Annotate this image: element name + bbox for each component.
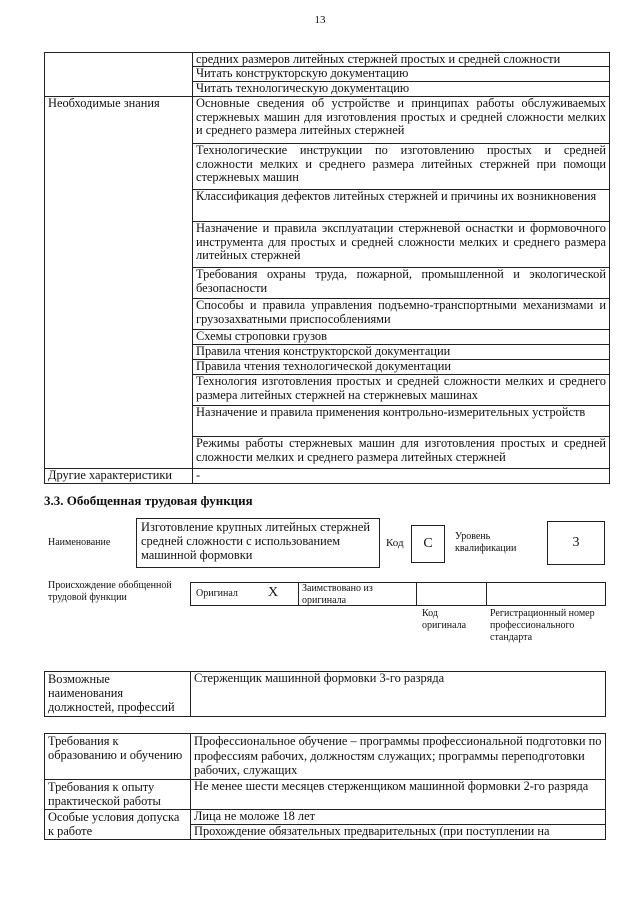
- positions-label: Возможные наименования должностей, профессий: [45, 672, 191, 717]
- education-label: Требования к образованию и обучению: [45, 734, 191, 780]
- function-name-box: Изготовление крупных литейных стержней средней сложности с использованием машинной формовки: [136, 518, 380, 568]
- positions-table: [44, 671, 606, 717]
- admission-label: Особые условия допуска к работе: [45, 810, 191, 840]
- code-label: Код: [386, 537, 404, 549]
- other-characteristics-value: -: [193, 469, 610, 484]
- skill-row: Читать технологическую документацию: [193, 82, 610, 97]
- positions-value: Стерженщик машинной формовки 3-го разряда: [191, 672, 606, 717]
- knowledge-row: Классификация дефектов литейных стержней и причины их возникновения: [193, 190, 610, 222]
- page-number: 13: [314, 14, 326, 26]
- knowledge-row: Назначение и правила эксплуатации стержневой оснастки и формовочного инструмента для простых и средней сложности мелких и среднего размера литейных стержней: [193, 222, 610, 268]
- skills-label-cell: [45, 53, 193, 97]
- other-characteristics-label: Другие характеристики: [45, 469, 193, 484]
- original-mark: X: [268, 585, 279, 600]
- education-value: Профессиональное обучение – программы профессиональной подготовки по профессиям рабочих, должностям служащих; программы переподготовки рабочих, служащих: [191, 734, 606, 780]
- knowledge-row: Правила чтения конструкторской документации: [193, 345, 610, 360]
- origin-label: Происхождение обобщенной трудовой функции: [48, 580, 172, 603]
- knowledge-row: Основные сведения об устройстве и принципах работы обслуживаемых стержневых машин для изготовления простых и средней сложности мелких и среднего размера литейных стержней: [193, 97, 610, 144]
- knowledge-row: Схемы строповки грузов: [193, 330, 610, 345]
- admission-value-2: Прохождение обязательных предварительных (при поступлении на: [191, 825, 606, 840]
- section-title: 3.3. Обобщенная трудовая функция: [44, 493, 253, 508]
- name-label: Наименование: [48, 537, 111, 548]
- knowledge-table: [44, 52, 610, 484]
- admission-value: Лица не моложе 18 лет: [191, 810, 606, 825]
- knowledge-row: Правила чтения технологической документации: [193, 360, 610, 375]
- knowledge-row: Технология изготовления простых и средней сложности мелких и среднего размера литейных стержней на стержневых машинах: [193, 375, 610, 406]
- skill-row: Читать конструкторскую документацию: [193, 67, 610, 82]
- requirements-table: [44, 733, 606, 840]
- knowledge-label: Необходимые знания: [45, 97, 193, 469]
- experience-label: Требования к опыту практической работы: [45, 780, 191, 810]
- knowledge-row: Назначение и правила применения контрольно-измерительных устройств: [193, 406, 610, 437]
- borrowed-label: Заимствовано из оригинала: [302, 583, 373, 606]
- knowledge-row: Технологические инструкции по изготовлению простых и средней сложности мелких и среднего размера литейных стержней при помощи стержневых машин: [193, 144, 610, 190]
- experience-value: Не менее шести месяцев стерженщиком машинной формовки 2-го разряда: [191, 780, 606, 810]
- knowledge-row: Режимы работы стержневых машин для изготовления простых и средней сложности мелких и среднего размера литейных стержней: [193, 437, 610, 469]
- knowledge-row: Требования охраны труда, пожарной, промышленной и экологической безопасности: [193, 268, 610, 299]
- code-original-cell: [417, 583, 487, 605]
- knowledge-row: Способы и правила управления подъемно-транспортными механизмами и грузозахватными приспособлениями: [193, 299, 610, 330]
- original-label: Оригинал: [196, 588, 238, 599]
- level-label: Уровень квалификации: [455, 531, 517, 554]
- level-value-box: 3: [547, 521, 605, 565]
- reg-number-label: Регистрационный номер профессионального стандарта: [490, 608, 595, 643]
- skill-row: средних размеров литейных стержней простых и средней сложности: [193, 53, 610, 67]
- code-original-label: Код оригинала: [422, 608, 467, 631]
- code-value-box: C: [411, 525, 445, 563]
